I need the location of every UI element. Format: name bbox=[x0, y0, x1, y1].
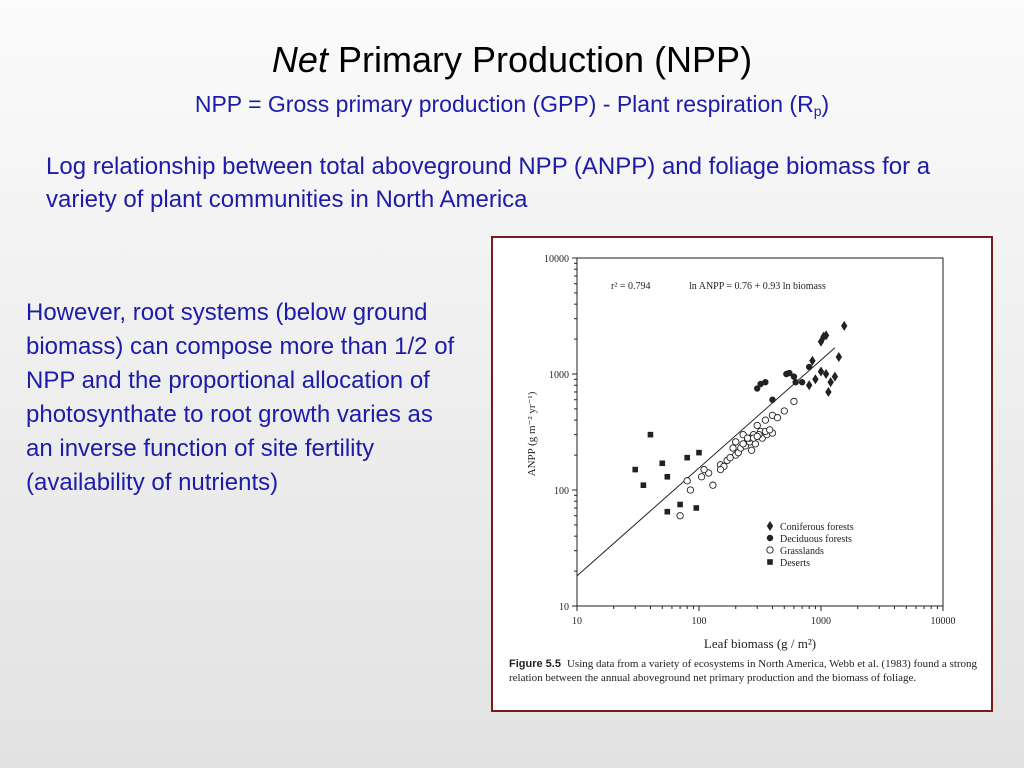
r-squared-annotation: r² = 0.794 bbox=[611, 281, 651, 292]
coniferous-forests-point bbox=[832, 372, 838, 382]
deserts-point bbox=[665, 509, 671, 515]
legend-label-grasslands: Grasslands bbox=[780, 546, 824, 557]
npp-formula bbox=[0, 89, 1024, 126]
grasslands-point bbox=[677, 513, 683, 519]
coniferous-forests-point bbox=[818, 367, 824, 377]
grasslands-point bbox=[767, 427, 773, 433]
grasslands-point bbox=[710, 482, 716, 488]
intro-text: Log relationship between total aboveground NPP (ANPP) and foliage biomass for a variety of plant communities in North America bbox=[46, 153, 931, 213]
grasslands-point bbox=[717, 466, 723, 472]
chart-legend bbox=[767, 521, 854, 569]
grasslands-point bbox=[748, 447, 754, 453]
deserts-point bbox=[632, 467, 638, 473]
grasslands-point bbox=[762, 417, 768, 423]
grasslands-point bbox=[687, 487, 693, 493]
legend-marker-grasslands bbox=[767, 547, 773, 553]
y-tick-label: 10 bbox=[559, 602, 569, 613]
x-tick-label: 100 bbox=[691, 616, 707, 627]
coniferous-forests-point bbox=[827, 377, 833, 387]
scatter-chart bbox=[493, 238, 991, 710]
grasslands-point bbox=[733, 439, 739, 445]
deciduous-forests-point bbox=[799, 379, 805, 385]
deserts-point bbox=[693, 505, 699, 511]
y-tick-label: 100 bbox=[554, 486, 569, 497]
x-tick-label: 10000 bbox=[930, 616, 956, 627]
grasslands-point bbox=[730, 445, 736, 451]
formula-main: NPP = Gross primary production (GPP) - Plant respiration (R bbox=[194, 91, 814, 117]
title-italic: Net bbox=[271, 39, 328, 80]
grasslands-point bbox=[781, 408, 787, 414]
grasslands-point bbox=[774, 415, 780, 421]
grasslands-point bbox=[744, 435, 750, 441]
grasslands-point bbox=[754, 422, 760, 428]
legend-marker-coniferous-forests bbox=[767, 521, 773, 531]
deserts-point bbox=[684, 455, 690, 461]
legend-marker-deciduous-forests bbox=[767, 535, 773, 541]
figure-label: Figure 5.5 bbox=[509, 658, 561, 670]
deserts-point bbox=[648, 432, 654, 438]
deserts-point bbox=[677, 502, 683, 508]
legend-marker-deserts bbox=[767, 559, 773, 565]
deserts-point bbox=[696, 450, 702, 456]
grasslands-point bbox=[754, 433, 760, 439]
coniferous-forests-point bbox=[841, 321, 847, 331]
grasslands-point bbox=[701, 466, 707, 472]
grasslands-point bbox=[727, 454, 733, 460]
deserts-point bbox=[665, 474, 671, 480]
root-systems-text: However, root systems (below ground biomass) can compose more than 1/2 of NPP and the proportional allocation of photosynthate to root growth varies as an inverse function of site fertility (availability of nutrients) bbox=[26, 299, 455, 496]
x-tick-label: 10 bbox=[572, 616, 582, 627]
coniferous-forests-point bbox=[836, 352, 842, 362]
deserts-point bbox=[641, 482, 647, 488]
y-tick-label: 10000 bbox=[544, 254, 569, 265]
formula-subscript: p bbox=[813, 103, 822, 119]
x-tick-label: 1000 bbox=[811, 616, 831, 627]
title-rest: Primary Production (NPP) bbox=[327, 39, 753, 80]
legend-label-deciduous-forests: Deciduous forests bbox=[780, 534, 852, 545]
coniferous-forests-point bbox=[806, 380, 812, 390]
coniferous-forests-point bbox=[823, 369, 829, 379]
legend-label-deserts: Deserts bbox=[780, 558, 810, 569]
grasslands-point bbox=[740, 441, 746, 447]
coniferous-forests-point bbox=[812, 374, 818, 384]
grasslands-point bbox=[684, 478, 690, 484]
deciduous-forests-point bbox=[757, 381, 763, 387]
slide-title bbox=[0, 38, 1024, 82]
x-axis-label: Leaf biomass (g / m²) bbox=[703, 636, 817, 651]
figure-panel bbox=[491, 236, 993, 712]
figure-caption bbox=[509, 658, 981, 685]
y-tick-label: 1000 bbox=[549, 370, 569, 381]
deciduous-forests-point bbox=[786, 370, 792, 376]
caption-text: Using data from a variety of ecosystems in North America, Webb et al. (1983) found a strong relation between the annual aboveground net primary production and the biomass of foliage. bbox=[509, 658, 978, 684]
coniferous-forests-point bbox=[825, 387, 831, 397]
grasslands-point bbox=[698, 474, 704, 480]
legend-label-coniferous-forests: Coniferous forests bbox=[780, 522, 854, 533]
deciduous-forests-point bbox=[806, 364, 812, 370]
deciduous-forests-point bbox=[769, 397, 775, 403]
grasslands-point bbox=[791, 398, 797, 404]
deciduous-forests-point bbox=[792, 379, 798, 385]
deserts-point bbox=[659, 460, 665, 466]
y-axis-label: ANPP (g m⁻² yr⁻¹) bbox=[526, 391, 538, 477]
formula-end: ) bbox=[821, 91, 830, 117]
equation-annotation: ln ANPP = 0.76 + 0.93 ln biomass bbox=[689, 281, 826, 292]
